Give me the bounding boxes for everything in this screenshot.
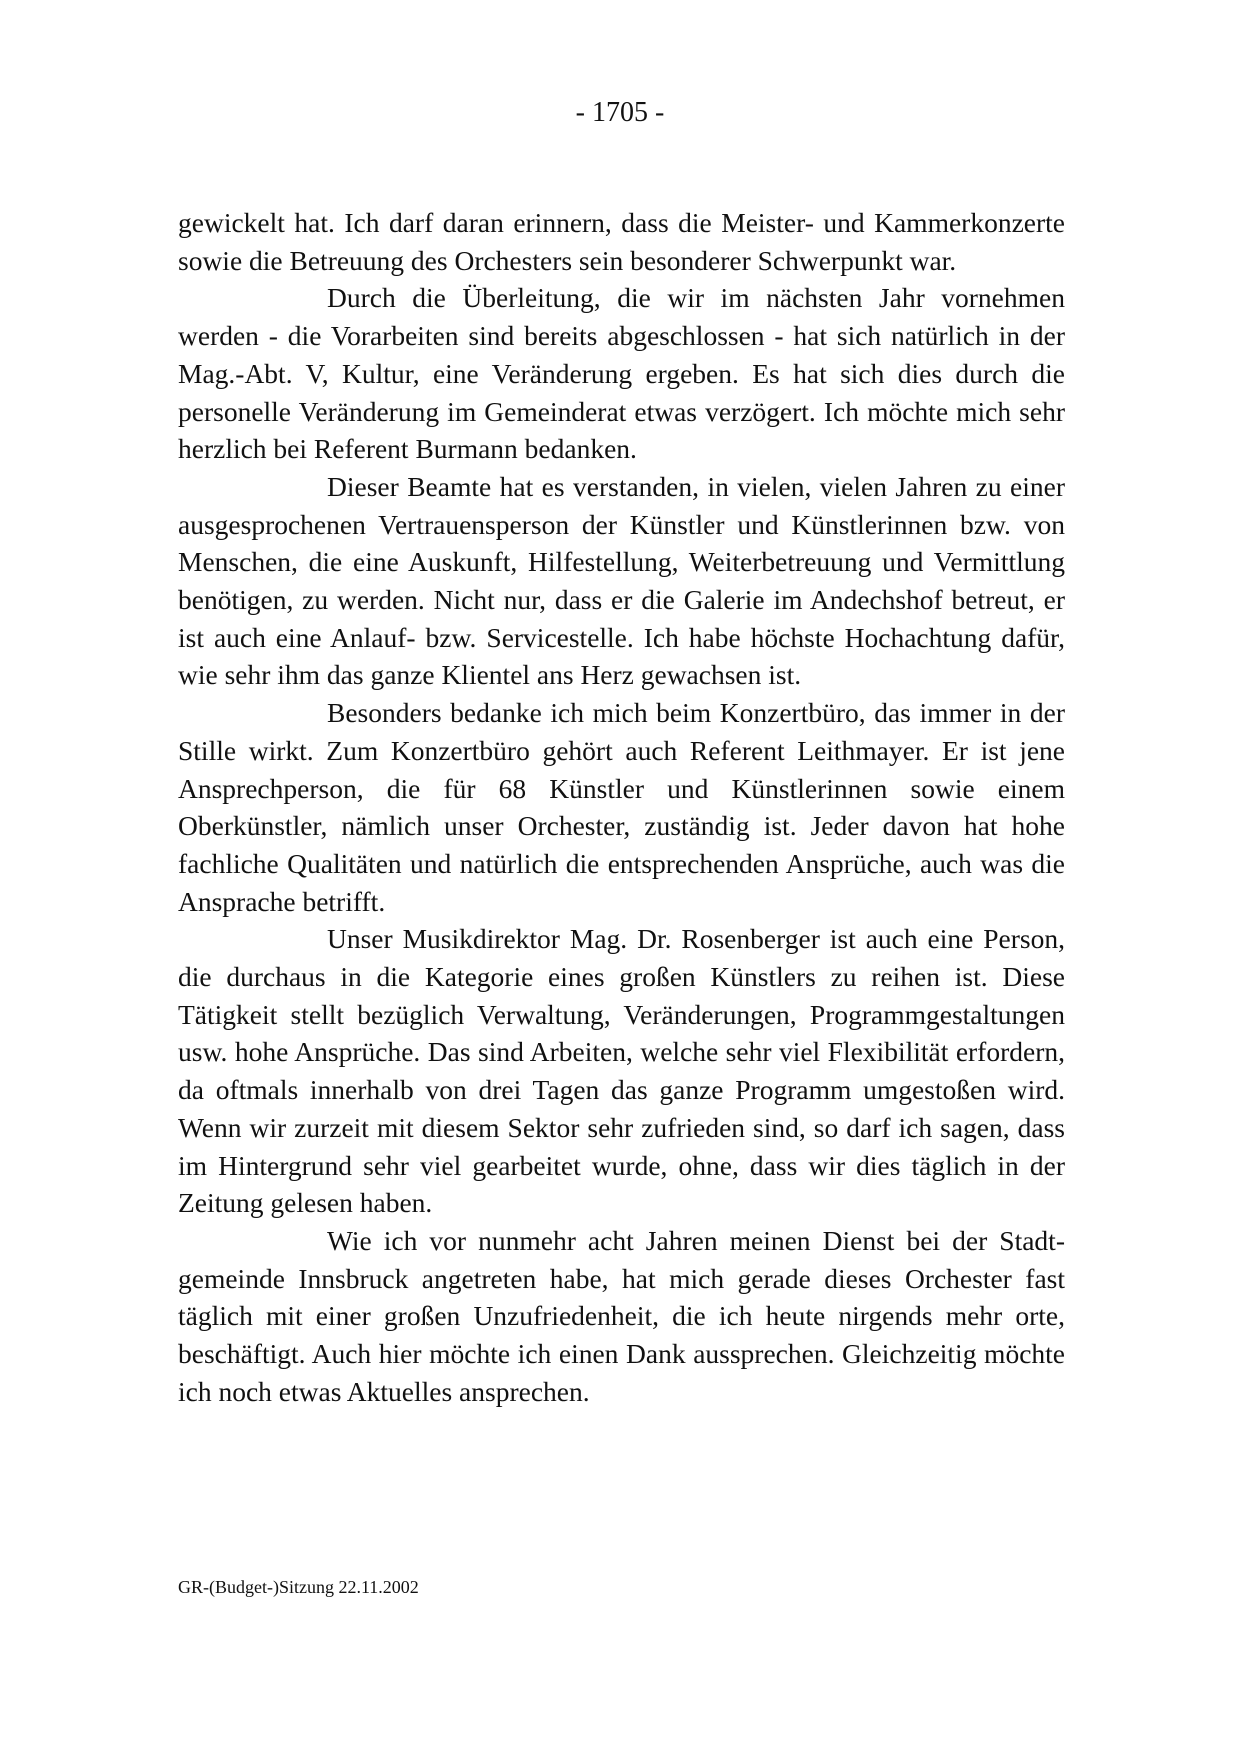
paragraph: Dieser Beamte hat es verstanden, in vielen, vielen Jahren zu einer ausgesprochenen Vertrauensperson der Künstler und Künstlerinnen bzw. von Menschen, die eine Auskunft, Hilfestellung, Weiterbetreuung und Vermittlung benötigen, zu werden. Nicht nur, dass er die Galerie im Andechshof betreut, er ist auch eine Anlauf- bzw. Servicestelle. Ich habe höchste Hochachtung dafür, wie sehr ihm das ganze Klientel ans Herz gewachsen ist. (178, 470, 1065, 691)
paragraph: gewickelt hat. Ich darf daran erinnern, dass die Meister- und Kammerkonzerte sowie die Betreuung des Orchesters sein besonderer Schwerpunkt war. (178, 207, 1065, 276)
paragraph: Wie ich vor nunmehr acht Jahren meinen Dienst bei der Stadtgemeinde Innsbruck angetreten habe, hat mich gerade dieses Orchester fast täglich mit einer großen Unzufriedenheit, die ich heute nirgends mehr orte, beschäftigt. Auch hier möchte ich einen Dank aussprechen. Gleichzeitig möchte ich noch etwas Aktuelles ansprechen. (178, 1224, 1065, 1407)
paragraph: Durch die Überleitung, die wir im nächsten Jahr vornehmen werden - die Vorarbeiten sind bereits abgeschlossen - hat sich natürlich in der Mag.-Abt. V, Kultur, eine Veränderung ergeben. Es hat sich dies durch die personelle Veränderung im Gemeinderat etwas verzögert. Ich möchte mich sehr herzlich bei Referent Burmann bedanken. (178, 282, 1065, 465)
document-body (178, 204, 1065, 1411)
paragraph: Besonders bedanke ich mich beim Konzertbüro, das immer in der Stille wirkt. Zum Konzertbüro gehört auch Referent Leithmayer. Er ist jene Ansprechperson, die für 68 Künstler und Künstlerinnen sowie einem Oberkünstler, nämlich unser Orchester, zuständig ist. Jeder davon hat hohe fachliche Qualitäten und natürlich die entsprechenden Ansprüche, auch was die Ansprache betrifft. (178, 697, 1065, 917)
paragraph: Unser Musikdirektor Mag. Dr. Rosenberger ist auch eine Person, die durchaus in die Kategorie eines großen Künstlers zu reihen ist. Diese Tätigkeit stellt bezüglich Verwaltung, Veränderungen, Programmgestaltungen usw. hohe Ansprüche. Das sind Arbeiten, welche sehr viel Flexibilität erfordern, da oftmals innerhalb von drei Tagen das ganze Programm umgestoßen wird. Wenn wir zurzeit mit diesem Sektor sehr zufrieden sind, so darf ich sagen, dass im Hintergrund sehr viel gearbeitet wurde, ohne, dass wir dies täglich in der Zeitung gelesen haben. (178, 923, 1065, 1219)
page-footer: GR-(Budget-)Sitzung 22.11.2002 (178, 1577, 419, 1597)
page-number: - 1705 - (575, 97, 665, 128)
